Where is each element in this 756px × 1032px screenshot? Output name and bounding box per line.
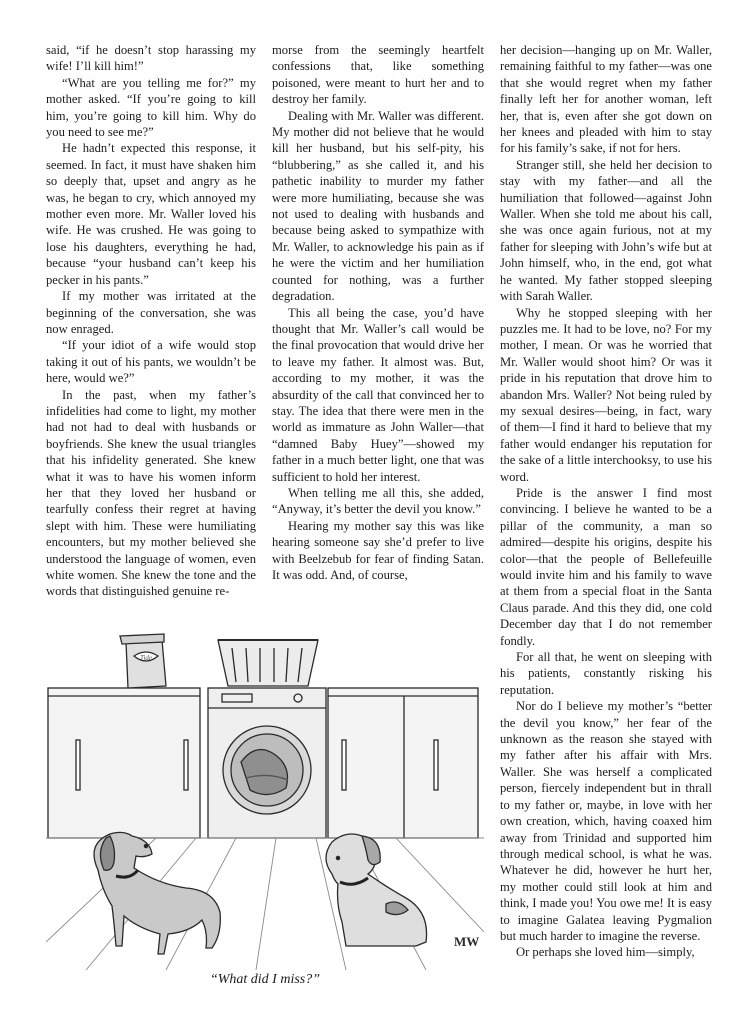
- paragraph: This all being the case, you’d have thought that Mr. Waller’s call would be the final provocation that would drive her to leave my father. It almost was. But, according to my mother, it was the absurdity of the call that convinced her to stay. The idea that there were men in the world as immature as John Waller—that “damned Baby Huey”—showed my father in a much better light, one that was sufficient to hold her interest.: [272, 305, 484, 484]
- paragraph: “If your idiot of a wife would stop taking it out of his pants, we wouldn’t be here, would we?”: [46, 338, 256, 386]
- paragraph: said, “if he doesn’t stop harassing my wife! I’ll kill him!”: [46, 43, 256, 74]
- paragraph: Or perhaps she loved him—simply,: [516, 945, 695, 960]
- paragraph: Nor do I believe my mother’s “better the devil you know,” her fear of the unknown as the reason she stayed with my father after his affair with Mrs. Waller. She was herself a complicated person, fiercely independent but in thrall to my father or, maybe, in love with her own creation, which, having coaxed him away from Trinidad and supported him through medical school, is what he was. Whatever he did, however he hurt her, my mother could still look at him and think, I made you! You owe me! It is easy to imagine Galatea leaving Pygmalion but much harder to imagine the reverse.: [500, 699, 712, 943]
- right-dog: [326, 834, 427, 946]
- cartoon-caption: “What did I miss?”: [209, 972, 321, 987]
- paragraph: Hearing my mother say this was like hearing someone say she’d prefer to live with Beelzebub for fear of finding Satan. It was odd. And, of course,: [272, 518, 484, 582]
- text-column-3: [500, 42, 712, 961]
- washing-machine: [208, 688, 326, 838]
- detergent-label: Tide: [139, 654, 153, 662]
- laundry-basket: [218, 640, 318, 686]
- paragraph: Why he stopped sleeping with her puzzles me. It had to be love, no? For my mother, I mean. Or was he worried that Mr. Waller would shoot him? Or was it pride in his reputation that drove him to abandon Mrs. Waller? Not being ruled by my sexual desires—being, in fact, wary of them—I find it hard to believe that my father would endanger his reputation for the sake of a little interchooksy, to use his word.: [500, 305, 712, 484]
- paragraph: He hadn’t expected this response, it seemed. In fact, it must have shaken him so deeply that, upset and angry as he was, he began to cry, which annoyed my mother even more. Mr. Waller loved his wife. He was crushed. He was going to lose his daughters, everything he had, because “your husband can’t keep his pecker in his pants.”: [46, 141, 256, 287]
- text-column-2: [272, 42, 484, 583]
- text-column-1: [46, 42, 256, 600]
- paragraph: When telling me all this, she added, “Anyway, it’s better the devil you know.”: [272, 485, 484, 517]
- paragraph: morse from the seemingly heartfelt confessions that, like something poisoned, were meant to hurt her and to destroy her family.: [272, 43, 484, 107]
- right-counter: [328, 688, 478, 838]
- paragraph: Stranger still, she held her decision to stay with my father—and all the humiliation that followed—against John Waller. When she told me about his call, she was once again furious, not at my father for sleeping with John’s wife but at John himself, who, in the end, got what he wanted. My father stopped sleeping with Sarah Waller.: [500, 157, 712, 304]
- paragraph: For all that, he went on sleeping with his patients, constantly risking his reputation.: [500, 650, 712, 697]
- paragraph: her decision—hanging up on Mr. Waller, remaining faithful to my father—was one that she would regret when my father finally left her for another woman, left her, that is, even after she got down on her knees and pleaded with him to stay for his family’s sake, if not for hers.: [500, 43, 712, 156]
- paragraph: Dealing with Mr. Waller was different. My mother did not believe that he would kill her husband, but his self-pity, his “blubbering,” as she called it, and his pathetic inability to murder my father were more humiliating, because she was not used to dealing with husbands and because being asked to sympathize with Mr. Waller, to acknowledge his pain as if he were the victim and her humiliation counted for nothing, was a further degradation.: [272, 108, 484, 304]
- left-dog: [94, 832, 220, 954]
- cartoon-illustration: [46, 622, 484, 970]
- left-counter: [48, 688, 200, 838]
- paragraph: If my mother was irritated at the beginning of the conversation, she was now enraged.: [46, 289, 256, 336]
- paragraph: Pride is the answer I find most convincing. I believe he wanted to be a pillar of the community, a man so admired—despite his origins, despite his color—that the people of Bellefeuille would invite him and his family to wave at them from a special float in the Santa Claus parade. And this they did, one cold December day that I do not remember fondly.: [500, 485, 712, 648]
- cartoonist-signature: MW: [454, 934, 480, 949]
- paragraph: In the past, when my father’s infidelities had come to light, my mother had not had to deal with husbands or boyfriends. She knew the usual triangles that his infidelity generated. She knew what it was to have his women inform her that they loved her husband or tearfully confess their regret at having slept with him. These were humiliating encounters, but my mother believed she understood the language of women, even white women. She knew the tone and the words that distinguished genuine re-: [46, 387, 256, 599]
- paragraph: “What are you telling me for?” my mother asked. “If you’re going to kill him, you’re going to kill him. Why do you need to see me?”: [46, 75, 256, 140]
- detergent-box: [120, 634, 166, 688]
